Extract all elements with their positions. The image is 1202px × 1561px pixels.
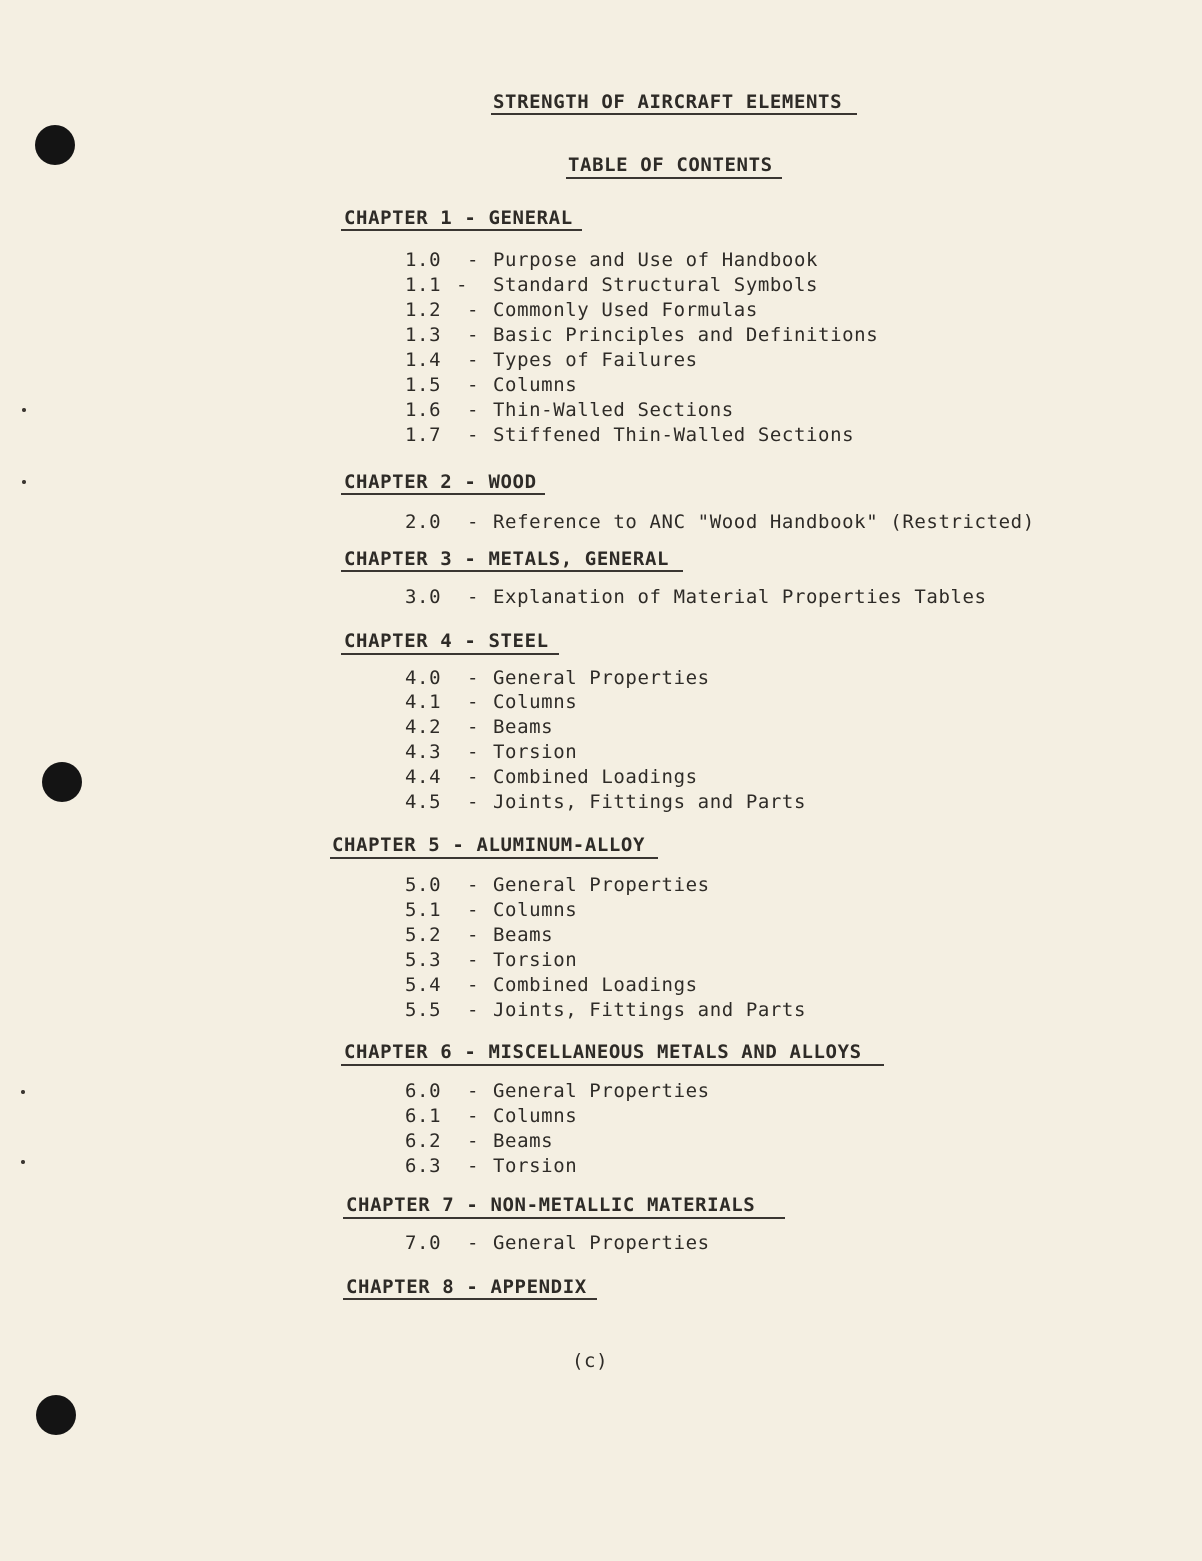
paper-speck: [22, 408, 26, 412]
chapter-4-heading: CHAPTER 4 - STEEL: [344, 630, 549, 652]
chapter-5-heading: CHAPTER 5 - ALUMINUM-ALLOY: [332, 834, 646, 856]
section-number: 1.5: [405, 374, 442, 396]
document-title: STRENGTH OF AIRCRAFT ELEMENTS: [493, 91, 843, 113]
section-number: 7.0: [405, 1232, 442, 1254]
section-title: Standard Structural Symbols: [493, 274, 819, 296]
section-title: Commonly Used Formulas: [493, 299, 758, 321]
section-title: Explanation of Material Properties Tables: [493, 586, 987, 608]
section-title: Combined Loadings: [493, 766, 698, 788]
section-dash: -: [467, 716, 480, 738]
section-title: Thin-Walled Sections: [493, 399, 734, 421]
section-number: 5.5: [405, 999, 442, 1021]
section-dash: -: [467, 1105, 480, 1127]
section-number: 5.4: [405, 974, 442, 996]
section-title: Columns: [493, 1105, 578, 1127]
section-dash: -: [467, 766, 480, 788]
section-number: 5.0: [405, 874, 442, 896]
toc-heading-underline: [566, 177, 782, 179]
chapter-5-underline: [330, 857, 658, 859]
chapter-1-heading: CHAPTER 1 - GENERAL: [344, 207, 573, 229]
section-dash: -: [467, 1155, 480, 1177]
chapter-2-underline: [341, 493, 545, 495]
chapter-8-heading: CHAPTER 8 - APPENDIX: [346, 1276, 587, 1298]
section-number: 6.3: [405, 1155, 442, 1177]
section-dash: -: [467, 324, 480, 346]
chapter-1-underline: [341, 229, 582, 231]
section-title: Torsion: [493, 1155, 578, 1177]
section-title: Columns: [493, 374, 578, 396]
section-number: 6.0: [405, 1080, 442, 1102]
chapter-6-heading: CHAPTER 6 - MISCELLANEOUS METALS AND ALLOYS: [344, 1041, 862, 1063]
section-dash: -: [456, 274, 469, 296]
punch-hole-middle: [42, 762, 82, 802]
section-title: Beams: [493, 924, 554, 946]
chapter-3-underline: [341, 570, 683, 572]
chapter-7-heading: CHAPTER 7 - NON-METALLIC MATERIALS: [346, 1194, 756, 1216]
section-dash: -: [467, 999, 480, 1021]
toc-heading: TABLE OF CONTENTS: [568, 154, 773, 176]
section-title: General Properties: [493, 874, 710, 896]
chapter-7-underline: [343, 1217, 785, 1219]
section-dash: -: [467, 741, 480, 763]
paper-speck: [21, 1090, 25, 1094]
section-dash: -: [467, 667, 480, 689]
section-title: General Properties: [493, 1232, 710, 1254]
section-title: General Properties: [493, 1080, 710, 1102]
section-title: Columns: [493, 691, 578, 713]
section-title: Joints, Fittings and Parts: [493, 791, 807, 813]
section-number: 1.3: [405, 324, 442, 346]
section-title: Reference to ANC "Wood Handbook" (Restricted): [493, 511, 1035, 533]
section-dash: -: [467, 1080, 480, 1102]
section-number: 1.1: [405, 274, 442, 296]
title-underline: [491, 113, 857, 115]
section-dash: -: [467, 586, 480, 608]
section-number: 1.4: [405, 349, 442, 371]
punch-hole-bottom: [36, 1395, 76, 1435]
section-title: Combined Loadings: [493, 974, 698, 996]
section-number: 1.6: [405, 399, 442, 421]
page-number: (c): [572, 1350, 609, 1372]
section-dash: -: [467, 349, 480, 371]
section-dash: -: [467, 424, 480, 446]
section-title: Torsion: [493, 741, 578, 763]
paper-speck: [22, 480, 26, 484]
section-title: Torsion: [493, 949, 578, 971]
section-title: Types of Failures: [493, 349, 698, 371]
section-title: Purpose and Use of Handbook: [493, 249, 819, 271]
section-title: General Properties: [493, 667, 710, 689]
section-dash: -: [467, 899, 480, 921]
section-title: Columns: [493, 899, 578, 921]
section-title: Basic Principles and Definitions: [493, 324, 879, 346]
section-number: 3.0: [405, 586, 442, 608]
section-number: 2.0: [405, 511, 442, 533]
section-number: 6.2: [405, 1130, 442, 1152]
section-number: 1.7: [405, 424, 442, 446]
section-dash: -: [467, 1232, 480, 1254]
section-dash: -: [467, 511, 480, 533]
punch-hole-top: [35, 125, 75, 165]
section-dash: -: [467, 299, 480, 321]
section-number: 4.0: [405, 667, 442, 689]
section-dash: -: [467, 791, 480, 813]
section-number: 4.3: [405, 741, 442, 763]
section-number: 6.1: [405, 1105, 442, 1127]
section-number: 4.2: [405, 716, 442, 738]
section-number: 5.3: [405, 949, 442, 971]
section-dash: -: [467, 949, 480, 971]
chapter-2-heading: CHAPTER 2 - WOOD: [344, 471, 537, 493]
section-title: Joints, Fittings and Parts: [493, 999, 807, 1021]
chapter-3-heading: CHAPTER 3 - METALS, GENERAL: [344, 548, 670, 570]
section-number: 5.2: [405, 924, 442, 946]
section-number: 4.1: [405, 691, 442, 713]
section-dash: -: [467, 924, 480, 946]
section-dash: -: [467, 374, 480, 396]
section-number: 4.4: [405, 766, 442, 788]
section-dash: -: [467, 249, 480, 271]
section-title: Stiffened Thin-Walled Sections: [493, 424, 855, 446]
chapter-4-underline: [341, 653, 559, 655]
section-number: 5.1: [405, 899, 442, 921]
section-number: 1.2: [405, 299, 442, 321]
section-dash: -: [467, 1130, 480, 1152]
chapter-8-underline: [343, 1298, 597, 1300]
section-dash: -: [467, 691, 480, 713]
section-title: Beams: [493, 716, 554, 738]
paper-speck: [21, 1160, 25, 1164]
section-dash: -: [467, 974, 480, 996]
section-dash: -: [467, 874, 480, 896]
section-number: 4.5: [405, 791, 442, 813]
section-title: Beams: [493, 1130, 554, 1152]
section-dash: -: [467, 399, 480, 421]
section-number: 1.0: [405, 249, 442, 271]
chapter-6-underline: [341, 1064, 884, 1066]
